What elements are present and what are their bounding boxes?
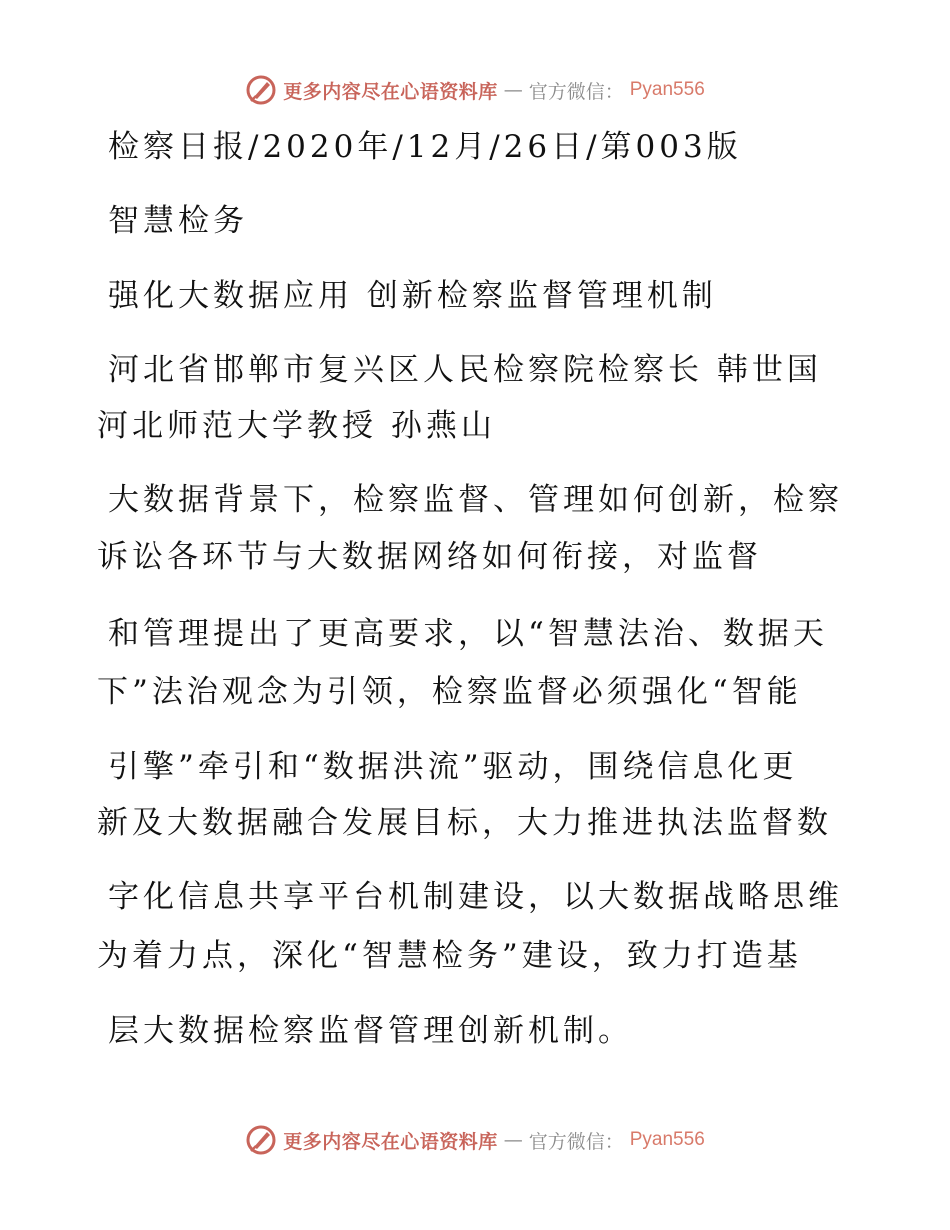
footer-banner bbox=[0, 1120, 950, 1160]
article-title: 强化大数据应用 创新检察监督管理机制 bbox=[108, 278, 717, 314]
section-name: 智慧检务 bbox=[108, 203, 248, 239]
body-line: 为着力点，深化“智慧检务”建设，致力打造基 bbox=[97, 938, 802, 974]
banner-separator: — bbox=[503, 1129, 523, 1151]
body-line: 大数据背景下，检察监督、管理如何创新，检察 bbox=[108, 482, 843, 518]
banner-text: 更多内容尽在心语资料库 bbox=[283, 1130, 498, 1153]
body-line: 和管理提出了更高要求，以“智慧法治、数据天 bbox=[108, 616, 828, 652]
banner-wechat-id: Pyan556 bbox=[629, 79, 705, 100]
body-line: 字化信息共享平台机制建设，以大数据战略思维 bbox=[108, 879, 843, 915]
body-line: 新及大数据融合发展目标，大力推进执法监督数 bbox=[97, 805, 832, 841]
banner-text: 更多内容尽在心语资料库 bbox=[283, 80, 498, 103]
dateline: 检察日报/2020年/12月/26日/第003版 bbox=[108, 129, 742, 165]
body-line: 引擎”牵引和“数据洪流”驱动，围绕信息化更 bbox=[108, 749, 798, 785]
quill-pen-circle-icon bbox=[245, 1124, 277, 1156]
banner-wechat-id: Pyan556 bbox=[629, 1129, 705, 1150]
author-line-2: 河北师范大学教授 孙燕山 bbox=[97, 408, 496, 444]
banner-wechat-label: 官方微信： bbox=[528, 80, 624, 103]
banner-wechat-label: 官方微信： bbox=[528, 1130, 624, 1153]
body-line: 下”法治观念为引领，检察监督必须强化“智能 bbox=[97, 674, 802, 710]
author-line-1: 河北省邯郸市复兴区人民检察院检察长 韩世国 bbox=[108, 352, 822, 388]
body-line: 层大数据检察监督管理创新机制。 bbox=[108, 1013, 633, 1049]
quill-pen-circle-icon bbox=[245, 74, 277, 106]
body-line: 诉讼各环节与大数据网络如何衔接，对监督 bbox=[97, 539, 762, 575]
header-banner bbox=[0, 70, 950, 110]
banner-separator: — bbox=[503, 79, 523, 101]
